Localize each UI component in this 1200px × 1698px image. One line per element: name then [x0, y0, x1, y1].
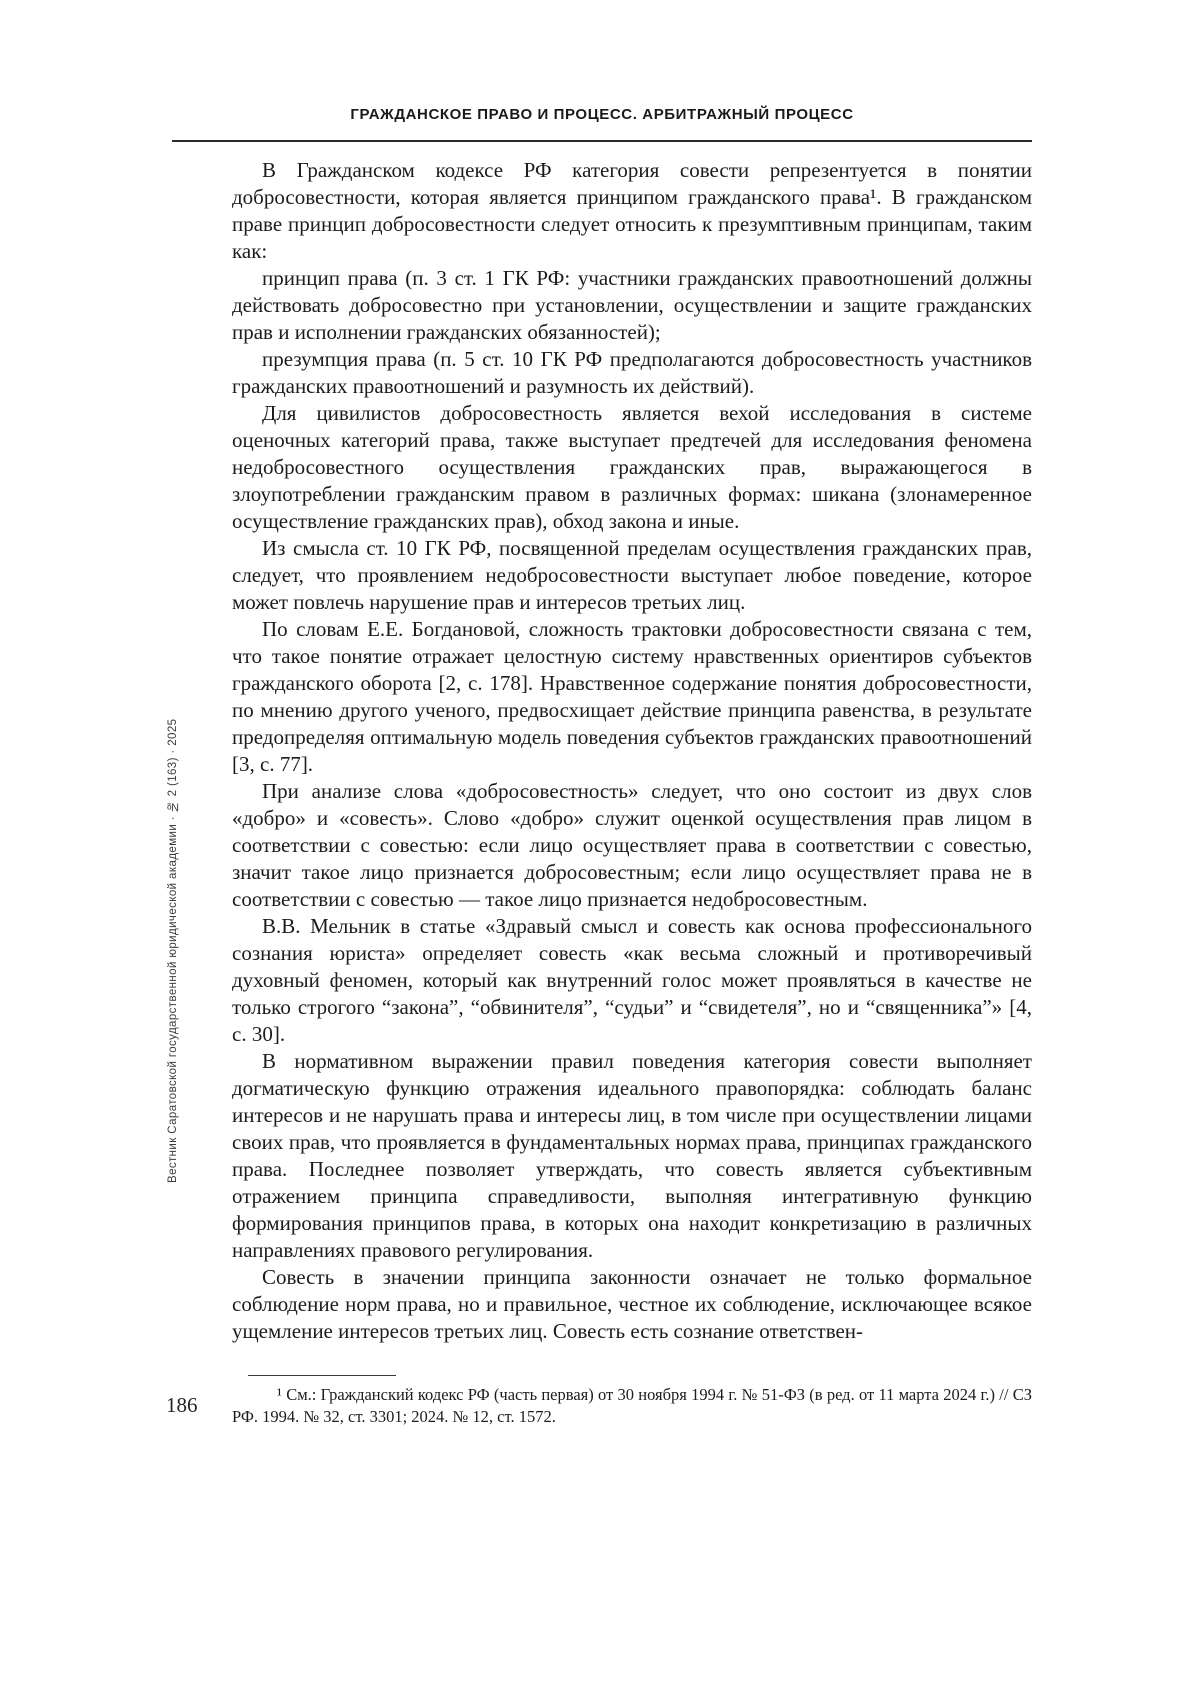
- paragraph: презумпция права (п. 5 ст. 10 ГК РФ предполагаются добросовестность участников гражданских правоотношений и разумность их действий).: [232, 347, 1032, 398]
- paragraph: В Гражданском кодексе РФ категория совести репрезентуется в понятии добросовестности, которая является принципом гражданского права¹. В гражданском праве принцип добросовестности следует относить к презумптивным принципам, таким как:: [232, 158, 1032, 263]
- footnote-text: ¹ См.: Гражданский кодекс РФ (часть первая) от 30 ноября 1994 г. № 51-ФЗ (в ред. от 11 марта 2024 г.) // СЗ РФ. 1994. № 32, ст. 3301; 2024. № 12, ст. 1572.: [232, 1385, 1032, 1426]
- journal-vertical-caption: Вестник Саратовской государственной юридической академии · № 2 (163) · 2025: [167, 718, 179, 1184]
- paragraph: принцип права (п. 3 ст. 1 ГК РФ: участники гражданских правоотношений должны действовать добросовестно при установлении, осуществлении и защите гражданских прав и исполнении гражданских обязанностей);: [232, 266, 1032, 344]
- paragraph: При анализе слова «добросовестность» следует, что оно состоит из двух слов «добро» и «совесть». Слово «добро» служит оценкой осуществления прав лицом в соответствии с совестью: если лицо осуществляет права в соответствии с совестью, значит такое лицо признается добросовестным; если лицо осуществляет права не в соответствии с совестью — такое лицо признается недобросовестным.: [232, 779, 1032, 911]
- running-head-section-title: ГРАЖДАНСКОЕ ПРАВО И ПРОЦЕСС. АРБИТРАЖНЫЙ ПРОЦЕСС: [350, 106, 854, 123]
- paragraph: Совесть в значении принципа законности означает не только формальное соблюдение норм права, но и правильное, честное их соблюдение, исключающее всякое ущемление интересов третьих лиц. Совесть есть сознание ответствен-: [232, 1265, 1032, 1343]
- article-body: [232, 157, 1032, 1345]
- page-number: 186: [166, 1393, 198, 1417]
- header-rule: [172, 140, 1032, 142]
- paragraph: В.В. Мельник в статье «Здравый смысл и совесть как основа профессионального сознания юриста» определяет совесть «как весьма сложный и противоречивый духовный феномен, который как внутренний голос может проявляться в качестве не только строгого “закона”, “обвинителя”, “судьи” и “свидетеля”, но и “священника”» [4, с. 30].: [232, 914, 1032, 1046]
- paragraph: По словам Е.Е. Богдановой, сложность трактовки добросовестности связана с тем, что такое понятие отражает целостную систему нравственных ориентиров субъектов гражданского оборота [2, с. 178]. Нравственное содержание понятия добросовестности, по мнению другого ученого, предвосхищает действие принципа равенства, в результате предопределяя оптимальную модель поведения субъектов гражданских правоотношений [3, с. 77].: [232, 617, 1032, 776]
- footnote-rule: [248, 1375, 396, 1376]
- paragraph: Из смысла ст. 10 ГК РФ, посвященной пределам осуществления гражданских прав, следует, что проявлением недобросовестности выступает любое поведение, которое может повлечь нарушение прав и интересов третьих лиц.: [232, 536, 1032, 614]
- paragraph: Для цивилистов добросовестность является вехой исследования в системе оценочных категорий права, также выступает предтечей для исследования феномена недобросовестного осуществления гражданских прав, выражающегося в злоупотреблении гражданским правом в различных формах: шикана (злонамеренное осуществление гражданских прав), обход закона и иные.: [232, 401, 1032, 533]
- paragraph: В нормативном выражении правил поведения категория совести выполняет догматическую функцию отражения идеального правопорядка: соблюдать баланс интересов и не нарушать права и интересы лиц, в том числе при осуществлении лицами своих прав, что проявляется в фундаментальных нормах права, принципах гражданского права. Последнее позволяет утверждать, что совесть является субъективным отражением принципа справедливости, выполняя интегративную функцию формирования принципов права, в которых она находит конкретизацию в различных направлениях правового регулирования.: [232, 1049, 1032, 1262]
